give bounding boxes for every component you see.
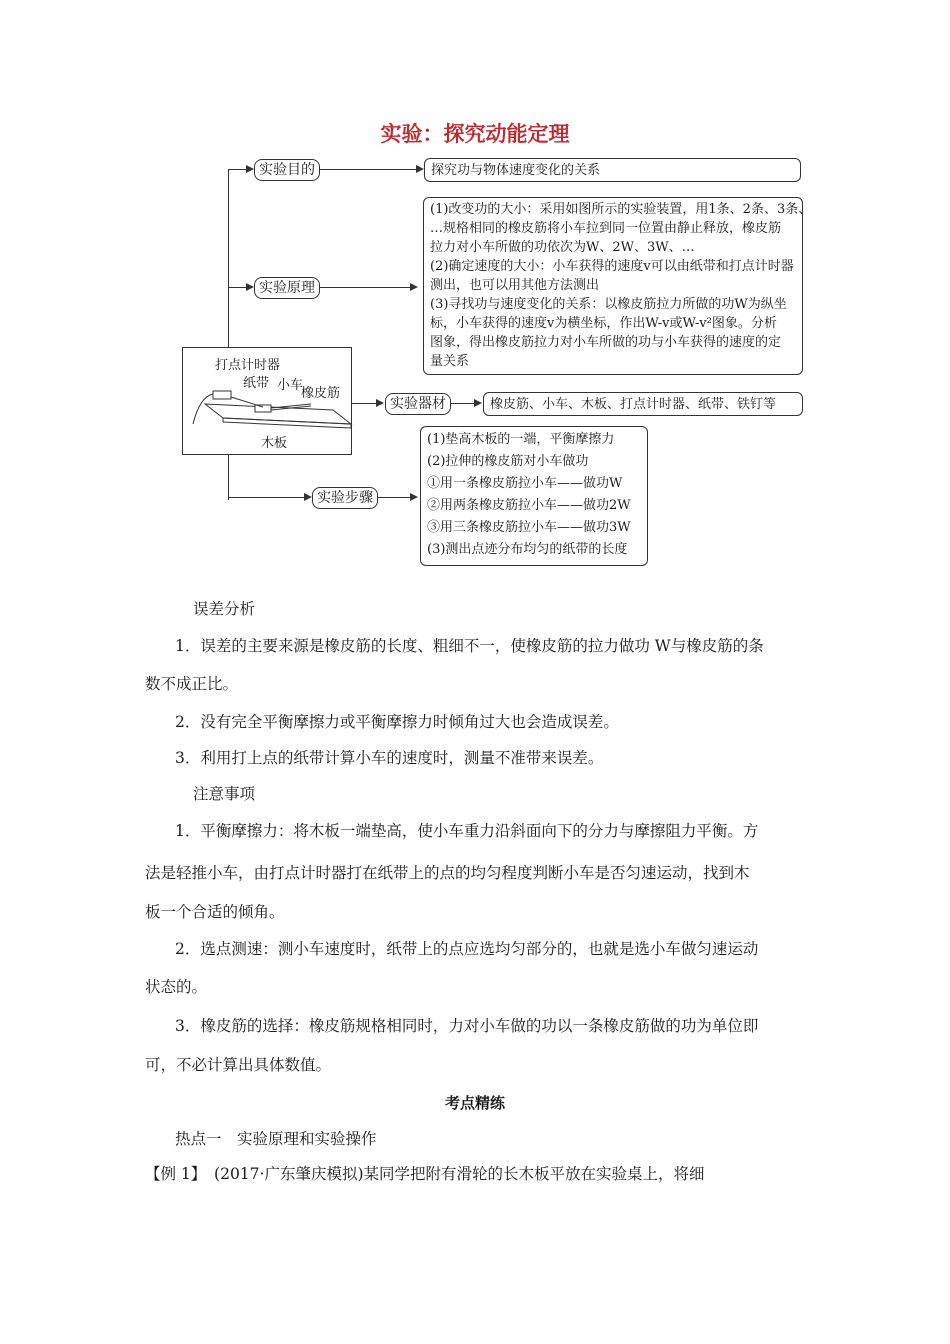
purpose-box <box>424 158 801 182</box>
apparatus-label-tape: 纸带 <box>243 376 270 391</box>
arrow-right-icon <box>410 493 418 501</box>
error-item: 数不成正比。 <box>145 675 239 693</box>
label-equipment: 实验器材 <box>385 393 451 415</box>
error-item: 1．误差的主要来源是橡皮筋的长度、粗细不一，使橡皮筋的拉力做功 W与橡皮筋的条 <box>175 637 764 655</box>
equipment-text: 橡皮筋、小车、木板、打点计时器、纸带、铁钉等 <box>490 397 777 412</box>
principle-line: (1)改变功的大小：采用如图所示的实验装置，用1条、2条、3条、 <box>430 202 812 217</box>
error-item: 3．利用打上点的纸带计算小车的速度时，测量不准带来误差。 <box>175 749 604 767</box>
arrow-right-icon <box>474 399 482 407</box>
example-text: 【例 1】 (2017·广东肇庆模拟)某同学把附有滑轮的长木板平放在实验桌上，将细 <box>145 1165 705 1183</box>
notes-item: 法是轻推小车，由打点计时器打在纸带上的点的均匀程度判断小车是否匀速运动，找到木 <box>145 864 750 882</box>
notes-item: 状态的。 <box>145 978 208 996</box>
page-title: 实验：探究动能定理 <box>380 122 570 146</box>
apparatus-label-cart: 小车 <box>277 378 304 393</box>
step-line: ③用三条橡皮筋拉小车——做功3W <box>427 520 631 535</box>
label-principle: 实验原理 <box>254 277 320 299</box>
principle-line: (3)寻找功与速度变化的关系：以橡皮筋拉力所做的功W为纵坐 <box>430 297 787 312</box>
principle-line: 拉力对小车所做的功依次为W、2W、3W、… <box>430 240 695 255</box>
principle-line: 测出，也可以用其他方法测出 <box>430 278 600 293</box>
principle-line: …规格相同的橡皮筋将小车拉到同一位置由静止释放，橡皮筋 <box>430 221 782 236</box>
apparatus-figure <box>182 347 352 455</box>
step-line: (2)拉伸的橡皮筋对小车做功 <box>427 454 589 469</box>
step-line: (1)垫高木板的一端，平衡摩擦力 <box>427 432 615 447</box>
equipment-box <box>483 392 803 416</box>
step-line: ②用两条橡皮筋拉小车——做功2W <box>427 498 631 513</box>
label-steps: 实验步骤 <box>312 487 378 509</box>
arrow-right-icon <box>376 399 384 407</box>
principle-line: (2)确定速度的大小：小车获得的速度v可以由纸带和打点计时器 <box>430 259 794 274</box>
step-line: (3)测出点迹分布均匀的纸带的长度 <box>427 542 628 557</box>
notes-item: 可，不必计算出具体数值。 <box>145 1056 332 1074</box>
notes-item: 3．橡皮筋的选择：橡皮筋规格相同时，力对小车做的功以一条橡皮筋做的功为单位即 <box>175 1017 759 1035</box>
label-purpose: 实验目的 <box>254 159 320 181</box>
apparatus-label-rubber: 橡皮筋 <box>301 386 341 401</box>
arrow-right-icon <box>246 283 254 291</box>
arrow-right-icon <box>246 165 254 173</box>
concept-diagram <box>180 155 812 570</box>
principle-line: 标，小车获得的速度v为横坐标，作出W-v或W-v²图象。分析 <box>430 316 777 331</box>
apparatus-label-board: 木板 <box>261 436 288 451</box>
arrow-right-icon <box>410 283 418 291</box>
error-item: 2．没有完全平衡摩擦力或平衡摩擦力时倾角过大也会造成误差。 <box>175 713 619 731</box>
notes-item: 1．平衡摩擦力：将木板一端垫高，使小车重力沿斜面向下的分力与摩擦阻力平衡。方 <box>175 822 759 840</box>
principle-box <box>423 197 812 375</box>
hot-point: 热点一 实验原理和实验操作 <box>175 1130 377 1148</box>
apparatus-label-timer: 打点计时器 <box>215 358 281 373</box>
arrow-right-icon <box>416 165 424 173</box>
arrow-right-icon <box>304 493 312 501</box>
notes-item: 板一个合适的倾角。 <box>145 903 285 921</box>
principle-line: 图象，得出橡皮筋拉力对小车所做的功与小车获得的速度的定 <box>430 335 782 350</box>
notes-item: 2．选点测速：测小车速度时，纸带上的点应选均匀部分的，也就是选小车做匀速运动 <box>175 940 759 958</box>
error-heading: 误差分析 <box>193 600 256 618</box>
purpose-text: 探究功与物体速度变化的关系 <box>431 163 601 178</box>
exam-heading: 考点精练 <box>444 1094 505 1112</box>
principle-line: 量关系 <box>430 354 470 369</box>
steps-box <box>420 426 648 566</box>
notes-heading: 注意事项 <box>193 785 256 803</box>
step-line: ①用一条橡皮筋拉小车——做功W <box>427 476 623 491</box>
